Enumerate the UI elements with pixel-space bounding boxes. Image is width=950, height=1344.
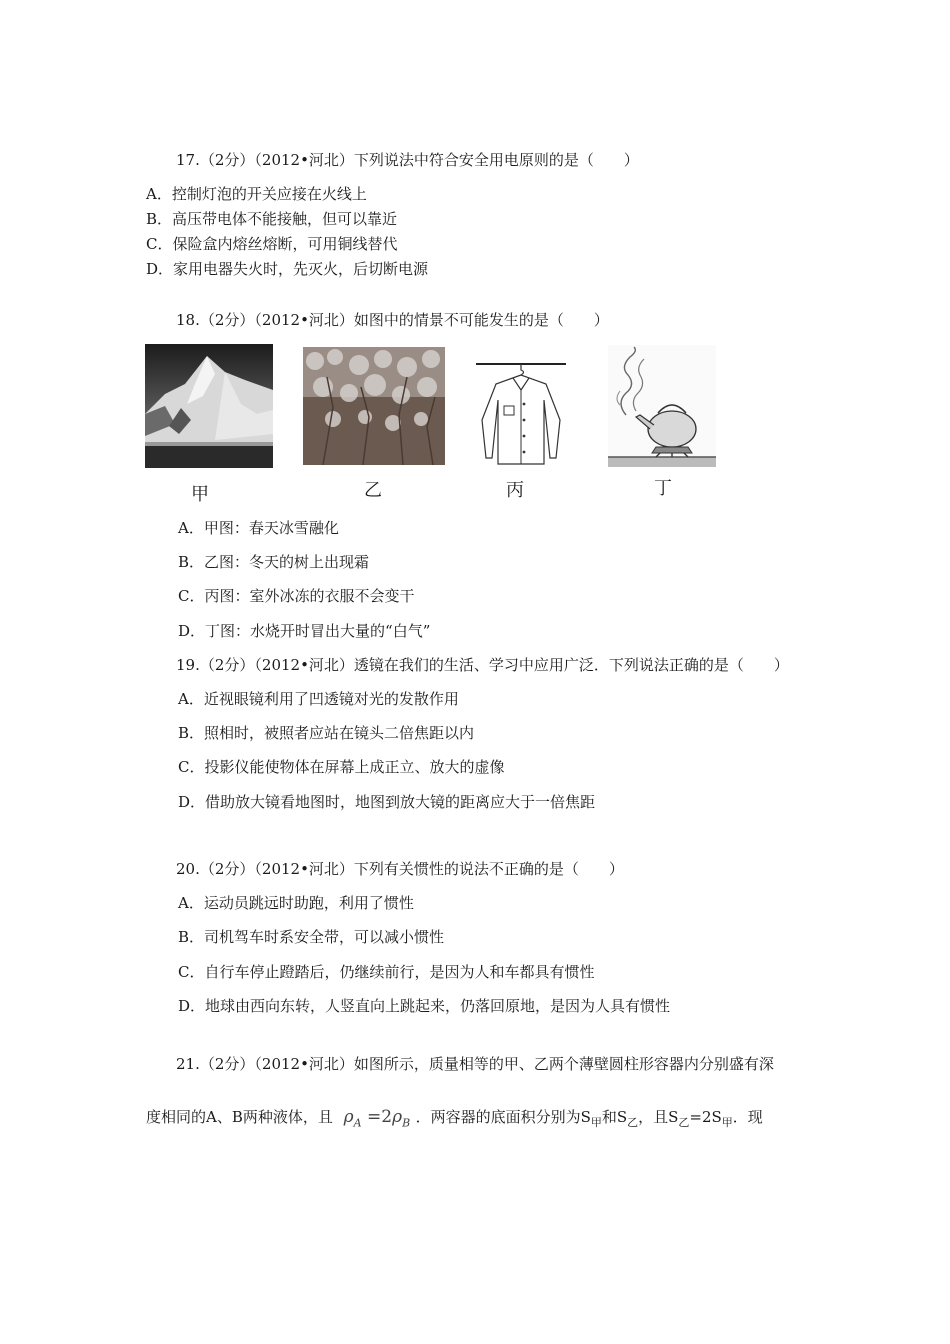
q20-option-c: C．自行车停止蹬踏后，仍继续前行，是因为人和车都具有惯性	[178, 963, 595, 981]
figure-bing-hanging-shirt	[476, 360, 566, 468]
figure-caption-jia: 甲	[191, 484, 209, 505]
q19-option-c: C．投影仪能使物体在屏幕上成正立、放大的虚像	[178, 758, 505, 776]
s-jia-subscript-2: 甲	[721, 1116, 733, 1129]
q20-option-d: D．地球由西向东转，人竖直向上跳起来，仍落回原地，是因为人具有惯性	[178, 997, 671, 1015]
q17-option-a: A．控制灯泡的开关应接在火线上	[146, 185, 367, 203]
question-18-stem: 18.（2分）（2012•河北）如图中的情景不可能发生的是（ ）	[176, 311, 609, 329]
q19-option-b: B．照相时，被照者应站在镜头二倍焦距以内	[178, 724, 475, 742]
q21-text-f: ．现	[732, 1108, 763, 1126]
q18-option-c: C．丙图：室外冰冻的衣服不会变干	[178, 587, 415, 605]
question-20-stem: 20.（2分）（2012•河北）下列有关惯性的说法不正确的是（ ）	[176, 860, 624, 878]
question-19-stem: 19.（2分）（2012•河北）透镜在我们的生活、学习中应用广泛．下列说法正确的是（ ）	[176, 656, 789, 674]
q21-text-e: =2S	[689, 1108, 722, 1126]
figure-caption-bing: 丙	[506, 480, 524, 501]
q17-option-b: B．高压带电体不能接触，但可以靠近	[146, 210, 398, 228]
q21-text-d: ，且S	[638, 1108, 679, 1126]
rho-b-subscript: B	[402, 1116, 411, 1130]
figure-caption-ding: 丁	[654, 478, 672, 499]
s-yi-subscript-2: 乙	[678, 1116, 690, 1129]
question-21-stem: 21.（2分）（2012•河北）如图所示，质量相等的甲、乙两个薄壁圆柱形容器内分别盛有深	[176, 1055, 774, 1073]
q21-text-a: 度相同的A、B两种液体，且	[146, 1108, 333, 1126]
formula-equals: =2	[367, 1107, 393, 1127]
q18-option-a: A．甲图：春天冰雪融化	[178, 519, 339, 537]
s-jia-subscript: 甲	[590, 1116, 602, 1129]
q19-option-a: A．近视眼镜利用了凹透镜对光的发散作用	[178, 690, 459, 708]
q20-option-a: A．运动员跳远时助跑，利用了惯性	[178, 894, 414, 912]
figure-yi-frost-tree	[303, 347, 445, 465]
q21-text-c: 和S	[601, 1108, 628, 1126]
figure-caption-yi: 乙	[364, 480, 382, 501]
question-21-continuation	[146, 1107, 763, 1133]
rho-a-symbol: ρ	[343, 1107, 354, 1127]
q17-option-d: D．家用电器失火时，先灭火，后切断电源	[146, 260, 429, 278]
rho-b-symbol: ρ	[392, 1107, 403, 1127]
s-yi-subscript: 乙	[627, 1116, 639, 1129]
q18-option-d: D．丁图：水烧开时冒出大量的“白气”	[178, 622, 431, 640]
q19-option-d: D．借助放大镜看地图时，地图到放大镜的距离应大于一倍焦距	[178, 793, 596, 811]
question-17-stem: 17.（2分）（2012•河北）下列说法中符合安全用电原则的是（ ）	[176, 151, 639, 169]
q17-option-c: C．保险盒内熔丝熔断，可用铜线替代	[146, 235, 398, 253]
rho-a-subscript: A	[353, 1116, 362, 1130]
figure-ding-boiling-kettle	[608, 345, 716, 467]
q20-option-b: B．司机驾车时系安全带，可以减小惯性	[178, 928, 445, 946]
density-formula	[343, 1107, 416, 1130]
q18-option-b: B．乙图：冬天的树上出现霜	[178, 553, 370, 571]
figure-jia-snow-mountain	[145, 344, 273, 468]
q21-text-b: ．两容器的底面积分别为S	[415, 1108, 591, 1126]
